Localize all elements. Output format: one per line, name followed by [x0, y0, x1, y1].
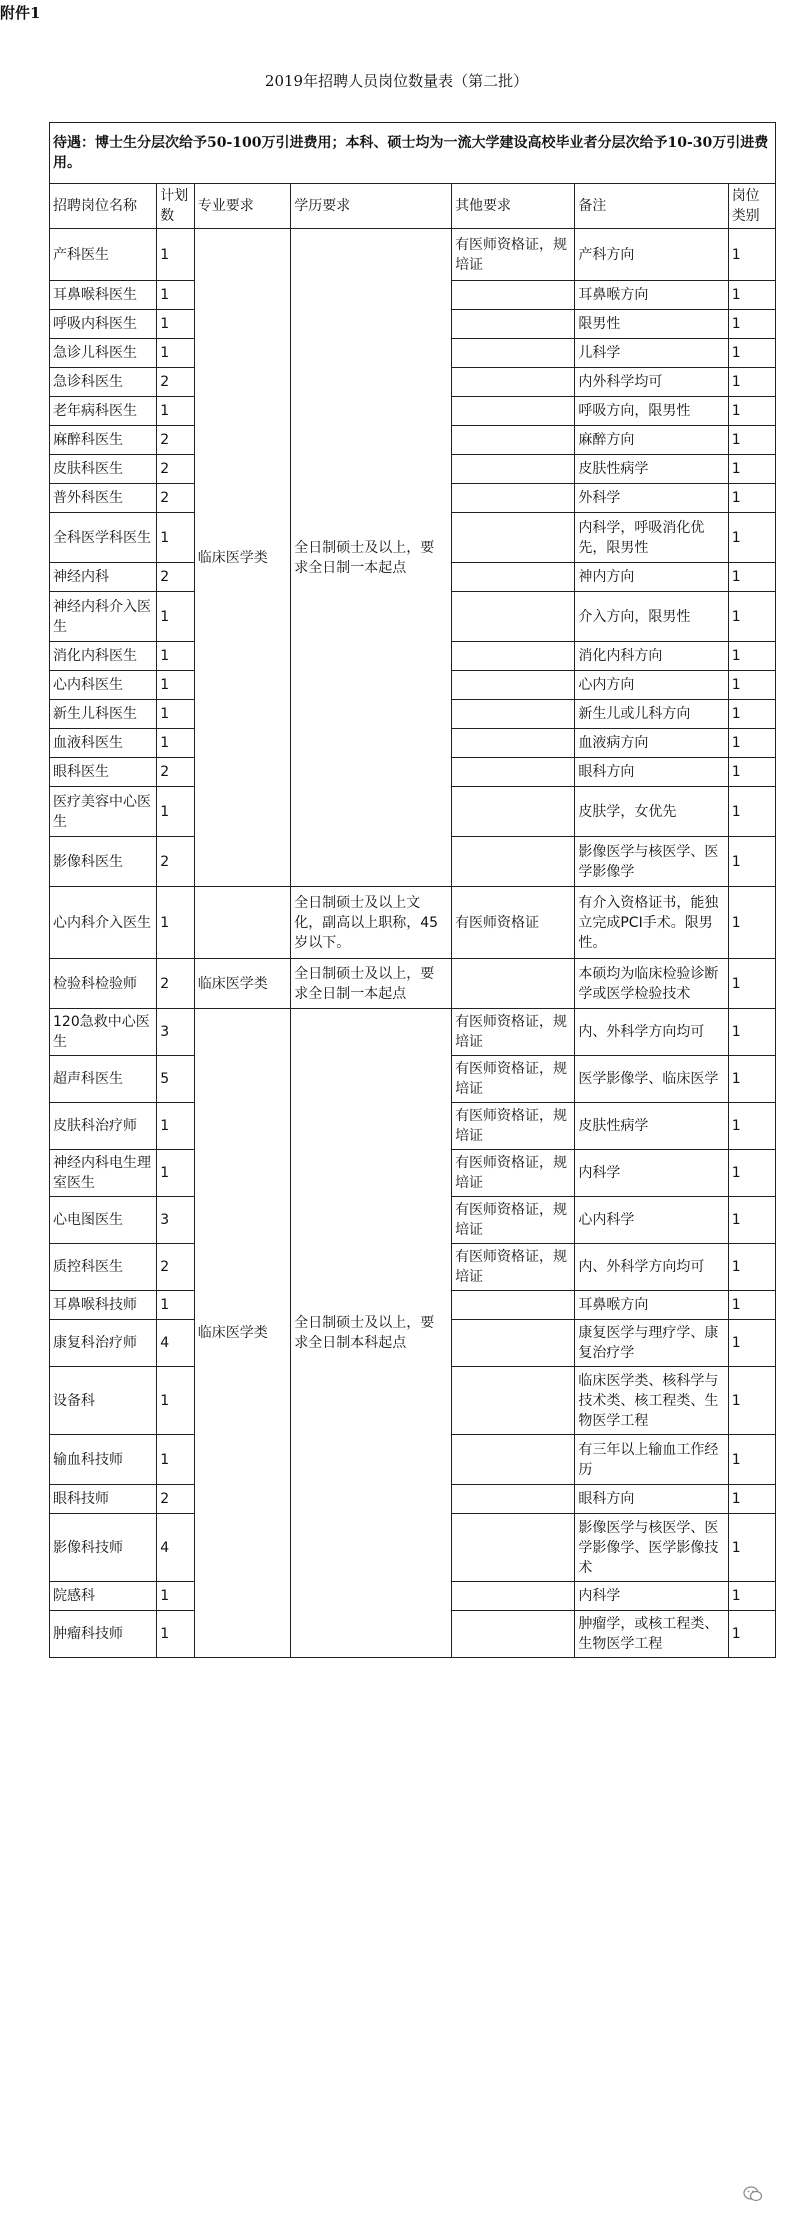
- note-cell: 新生儿或儿科方向: [575, 700, 728, 729]
- position-name-cell: 心电图医生: [50, 1197, 157, 1244]
- plan-count-cell: 2: [157, 1244, 195, 1291]
- plan-count-cell: 1: [157, 281, 195, 310]
- position-name-cell: 耳鼻喉科技师: [50, 1291, 157, 1320]
- plan-count-cell: 1: [157, 671, 195, 700]
- other-requirement-cell: [452, 513, 575, 563]
- plan-count-cell: 2: [157, 837, 195, 887]
- plan-count-cell: 2: [157, 758, 195, 787]
- table-row: [50, 229, 776, 281]
- positions-table: [49, 122, 776, 1658]
- position-type-cell: 1: [728, 368, 775, 397]
- plan-count-cell: 1: [157, 1103, 195, 1150]
- note-cell: 血液病方向: [575, 729, 728, 758]
- position-type-cell: 1: [728, 887, 775, 959]
- other-requirement-cell: [452, 368, 575, 397]
- position-type-cell: 1: [728, 281, 775, 310]
- major-requirement-cell: [194, 887, 291, 959]
- position-name-cell: 设备科: [50, 1367, 157, 1435]
- position-type-cell: 1: [728, 1435, 775, 1485]
- other-requirement-cell: 有医师资格证: [452, 887, 575, 959]
- plan-count-cell: 1: [157, 1367, 195, 1435]
- position-name-cell: 质控科医生: [50, 1244, 157, 1291]
- other-requirement-cell: [452, 1514, 575, 1582]
- note-cell: 麻醉方向: [575, 426, 728, 455]
- education-requirement-cell: 全日制硕士及以上，要求全日制一本起点: [291, 959, 452, 1009]
- note-cell: 皮肤性病学: [575, 455, 728, 484]
- position-type-cell: 1: [728, 787, 775, 837]
- position-name-cell: 影像科技师: [50, 1514, 157, 1582]
- other-requirement-cell: [452, 642, 575, 671]
- position-name-cell: 消化内科医生: [50, 642, 157, 671]
- note-cell: 介入方向，限男性: [575, 592, 728, 642]
- other-requirement-cell: [452, 592, 575, 642]
- other-requirement-cell: 有医师资格证，规培证: [452, 1056, 575, 1103]
- note-cell: 影像医学与核医学、医学影像学: [575, 837, 728, 887]
- position-type-cell: 1: [728, 1197, 775, 1244]
- note-cell: 眼科方向: [575, 1485, 728, 1514]
- plan-count-cell: 2: [157, 484, 195, 513]
- table-row: [50, 959, 776, 1009]
- note-cell: 有介入资格证书，能独立完成PCI手术。限男性。: [575, 887, 728, 959]
- note-cell: 皮肤性病学: [575, 1103, 728, 1150]
- header-cell: 专业要求: [194, 184, 291, 229]
- note-cell: 呼吸方向，限男性: [575, 397, 728, 426]
- plan-count-cell: 1: [157, 642, 195, 671]
- other-requirement-cell: [452, 339, 575, 368]
- header-cell: 学历要求: [291, 184, 452, 229]
- plan-count-cell: 3: [157, 1197, 195, 1244]
- header-cell: 岗位类别: [728, 184, 775, 229]
- position-name-cell: 产科医生: [50, 229, 157, 281]
- note-cell: 本硕均为临床检验诊断学或医学检验技术: [575, 959, 728, 1009]
- position-type-cell: 1: [728, 1582, 775, 1611]
- other-requirement-cell: [452, 426, 575, 455]
- position-name-cell: 耳鼻喉科医生: [50, 281, 157, 310]
- plan-count-cell: 2: [157, 1485, 195, 1514]
- position-type-cell: 1: [728, 1485, 775, 1514]
- other-requirement-cell: [452, 1435, 575, 1485]
- position-name-cell: 眼科医生: [50, 758, 157, 787]
- note-cell: 内科学: [575, 1150, 728, 1197]
- plan-count-cell: 1: [157, 1435, 195, 1485]
- position-name-cell: 眼科技师: [50, 1485, 157, 1514]
- plan-count-cell: 2: [157, 959, 195, 1009]
- note-cell: 耳鼻喉方向: [575, 1291, 728, 1320]
- note-cell: 神内方向: [575, 563, 728, 592]
- other-requirement-cell: [452, 1320, 575, 1367]
- other-requirement-cell: [452, 1611, 575, 1658]
- notice-row: [50, 123, 776, 184]
- position-type-cell: 1: [728, 592, 775, 642]
- plan-count-cell: 1: [157, 592, 195, 642]
- position-type-cell: 1: [728, 426, 775, 455]
- plan-count-cell: 1: [157, 787, 195, 837]
- position-type-cell: 1: [728, 729, 775, 758]
- other-requirement-cell: 有医师资格证，规培证: [452, 1197, 575, 1244]
- plan-count-cell: 1: [157, 310, 195, 339]
- position-type-cell: 1: [728, 1611, 775, 1658]
- other-requirement-cell: [452, 959, 575, 1009]
- position-name-cell: 呼吸内科医生: [50, 310, 157, 339]
- note-cell: 心内方向: [575, 671, 728, 700]
- other-requirement-cell: 有医师资格证，规培证: [452, 1244, 575, 1291]
- note-cell: 有三年以上输血工作经历: [575, 1435, 728, 1485]
- note-cell: 产科方向: [575, 229, 728, 281]
- position-name-cell: 神经内科: [50, 563, 157, 592]
- plan-count-cell: 1: [157, 700, 195, 729]
- position-type-cell: 1: [728, 642, 775, 671]
- position-type-cell: 1: [728, 837, 775, 887]
- other-requirement-cell: [452, 484, 575, 513]
- position-name-cell: 心内科介入医生: [50, 887, 157, 959]
- position-type-cell: 1: [728, 1056, 775, 1103]
- plan-count-cell: 5: [157, 1056, 195, 1103]
- other-requirement-cell: 有医师资格证，规培证: [452, 229, 575, 281]
- note-cell: 医学影像学、临床医学: [575, 1056, 728, 1103]
- table-row: [50, 1009, 776, 1056]
- plan-count-cell: 2: [157, 368, 195, 397]
- position-name-cell: 皮肤科医生: [50, 455, 157, 484]
- plan-count-cell: 4: [157, 1514, 195, 1582]
- note-cell: 内科学: [575, 1582, 728, 1611]
- header-row: [50, 184, 776, 229]
- position-type-cell: 1: [728, 1320, 775, 1367]
- other-requirement-cell: [452, 1485, 575, 1514]
- plan-count-cell: 2: [157, 455, 195, 484]
- other-requirement-cell: [452, 837, 575, 887]
- plan-count-cell: 1: [157, 1291, 195, 1320]
- position-name-cell: 检验科检验师: [50, 959, 157, 1009]
- plan-count-cell: 1: [157, 229, 195, 281]
- plan-count-cell: 1: [157, 339, 195, 368]
- plan-count-cell: 1: [157, 1611, 195, 1658]
- note-cell: 皮肤学，女优先: [575, 787, 728, 837]
- position-name-cell: 皮肤科治疗师: [50, 1103, 157, 1150]
- position-name-cell: 急诊儿科医生: [50, 339, 157, 368]
- position-name-cell: 老年病科医生: [50, 397, 157, 426]
- note-cell: 内外科学均可: [575, 368, 728, 397]
- plan-count-cell: 1: [157, 887, 195, 959]
- plan-count-cell: 2: [157, 563, 195, 592]
- header-cell: 其他要求: [452, 184, 575, 229]
- plan-count-cell: 1: [157, 1150, 195, 1197]
- other-requirement-cell: [452, 729, 575, 758]
- position-name-cell: 普外科医生: [50, 484, 157, 513]
- position-name-cell: 急诊科医生: [50, 368, 157, 397]
- note-cell: 消化内科方向: [575, 642, 728, 671]
- position-name-cell: 心内科医生: [50, 671, 157, 700]
- position-name-cell: 康复科治疗师: [50, 1320, 157, 1367]
- position-type-cell: 1: [728, 1291, 775, 1320]
- other-requirement-cell: [452, 787, 575, 837]
- plan-count-cell: 1: [157, 513, 195, 563]
- wechat-watermark-icon: [743, 2185, 763, 2203]
- major-requirement-cell: 临床医学类: [194, 1009, 291, 1658]
- major-requirement-cell: 临床医学类: [194, 959, 291, 1009]
- position-name-cell: 超声科医生: [50, 1056, 157, 1103]
- position-type-cell: 1: [728, 1150, 775, 1197]
- note-cell: 眼科方向: [575, 758, 728, 787]
- plan-count-cell: 2: [157, 426, 195, 455]
- position-name-cell: 肿瘤科技师: [50, 1611, 157, 1658]
- other-requirement-cell: 有医师资格证，规培证: [452, 1009, 575, 1056]
- other-requirement-cell: [452, 397, 575, 426]
- other-requirement-cell: [452, 1291, 575, 1320]
- note-cell: 心内科学: [575, 1197, 728, 1244]
- other-requirement-cell: [452, 700, 575, 729]
- note-cell: 限男性: [575, 310, 728, 339]
- education-requirement-cell: 全日制硕士及以上，要求全日制本科起点: [291, 1009, 452, 1658]
- document-title: 2019年招聘人员岗位数量表（第二批）: [264, 72, 529, 90]
- position-name-cell: 血液科医生: [50, 729, 157, 758]
- position-type-cell: 1: [728, 310, 775, 339]
- position-type-cell: 1: [728, 1514, 775, 1582]
- header-cell: 计划数: [157, 184, 195, 229]
- education-requirement-cell: 全日制硕士及以上，要求全日制一本起点: [291, 229, 452, 887]
- other-requirement-cell: [452, 455, 575, 484]
- note-cell: 肿瘤学，或核工程类、生物医学工程: [575, 1611, 728, 1658]
- position-name-cell: 医疗美容中心医生: [50, 787, 157, 837]
- major-requirement-cell: 临床医学类: [194, 229, 291, 887]
- plan-count-cell: 1: [157, 1582, 195, 1611]
- position-name-cell: 神经内科介入医生: [50, 592, 157, 642]
- position-name-cell: 输血科技师: [50, 1435, 157, 1485]
- notice-text: 待遇：博士生分层次给予50-100万引进费用；本科、硕士均为一流大学建设高校毕业者分层次给予10-30万引进费用。: [50, 123, 776, 184]
- plan-count-cell: 1: [157, 729, 195, 758]
- header-cell: 招聘岗位名称: [50, 184, 157, 229]
- note-cell: 临床医学类、核科学与技术类、核工程类、生物医学工程: [575, 1367, 728, 1435]
- other-requirement-cell: [452, 281, 575, 310]
- plan-count-cell: 4: [157, 1320, 195, 1367]
- position-name-cell: 120急救中心医生: [50, 1009, 157, 1056]
- note-cell: 儿科学: [575, 339, 728, 368]
- position-type-cell: 1: [728, 229, 775, 281]
- header-cell: 备注: [575, 184, 728, 229]
- other-requirement-cell: [452, 1582, 575, 1611]
- plan-count-cell: 3: [157, 1009, 195, 1056]
- note-cell: 内、外科学方向均可: [575, 1244, 728, 1291]
- note-cell: 影像医学与核医学、医学影像学、医学影像技术: [575, 1514, 728, 1582]
- position-name-cell: 新生儿科医生: [50, 700, 157, 729]
- position-name-cell: 院感科: [50, 1582, 157, 1611]
- other-requirement-cell: [452, 310, 575, 339]
- note-cell: 外科学: [575, 484, 728, 513]
- other-requirement-cell: 有医师资格证，规培证: [452, 1150, 575, 1197]
- position-type-cell: 1: [728, 959, 775, 1009]
- position-type-cell: 1: [728, 1103, 775, 1150]
- note-cell: 康复医学与理疗学、康复治疗学: [575, 1320, 728, 1367]
- position-type-cell: 1: [728, 397, 775, 426]
- position-type-cell: 1: [728, 563, 775, 592]
- position-type-cell: 1: [728, 1367, 775, 1435]
- note-cell: 内科学，呼吸消化优先，限男性: [575, 513, 728, 563]
- table-row: [50, 887, 776, 959]
- position-type-cell: 1: [728, 671, 775, 700]
- position-type-cell: 1: [728, 339, 775, 368]
- other-requirement-cell: 有医师资格证，规培证: [452, 1103, 575, 1150]
- position-name-cell: 麻醉科医生: [50, 426, 157, 455]
- other-requirement-cell: [452, 671, 575, 700]
- position-type-cell: 1: [728, 455, 775, 484]
- position-type-cell: 1: [728, 758, 775, 787]
- other-requirement-cell: [452, 1367, 575, 1435]
- other-requirement-cell: [452, 563, 575, 592]
- other-requirement-cell: [452, 758, 575, 787]
- position-type-cell: 1: [728, 700, 775, 729]
- note-cell: 耳鼻喉方向: [575, 281, 728, 310]
- education-requirement-cell: 全日制硕士及以上文化，副高以上职称，45岁以下。: [291, 887, 452, 959]
- plan-count-cell: 1: [157, 397, 195, 426]
- position-name-cell: 全科医学科医生: [50, 513, 157, 563]
- position-name-cell: 影像科医生: [50, 837, 157, 887]
- note-cell: 内、外科学方向均可: [575, 1009, 728, 1056]
- attachment-label: 附件1: [0, 4, 41, 22]
- position-type-cell: 1: [728, 1009, 775, 1056]
- position-type-cell: 1: [728, 513, 775, 563]
- position-name-cell: 神经内科电生理室医生: [50, 1150, 157, 1197]
- position-type-cell: 1: [728, 1244, 775, 1291]
- position-type-cell: 1: [728, 484, 775, 513]
